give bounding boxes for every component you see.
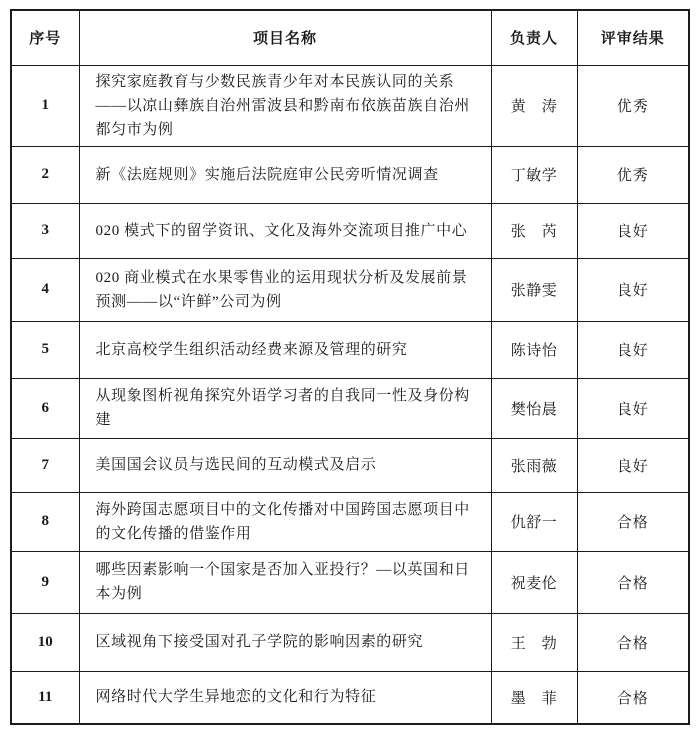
cell-leader: 祝麦伦 [491,551,577,613]
cell-no: 8 [11,492,79,551]
table-row [11,258,689,321]
cell-review-result: 优秀 [577,65,689,146]
cell-leader: 张雨薇 [491,438,577,492]
cell-project-title: 020 商业模式在水果零售业的运用现状分析及发展前景预测——以“许鲜”公司为例 [79,258,491,321]
table-row [11,65,689,146]
cell-leader: 仇舒一 [491,492,577,551]
cell-leader: 黄 涛 [491,65,577,146]
cell-project-title: 区域视角下接受国对孔子学院的影响因素的研究 [79,613,491,671]
cell-project-title: 美国国会议员与选民间的互动模式及启示 [79,438,491,492]
table-row [11,203,689,258]
header-no: 序号 [11,10,79,65]
table-row [11,146,689,203]
cell-review-result: 合格 [577,492,689,551]
cell-review-result: 良好 [577,258,689,321]
table-row [11,551,689,613]
cell-no: 6 [11,378,79,438]
cell-leader: 樊怡晨 [491,378,577,438]
header-row [11,10,689,65]
cell-no: 10 [11,613,79,671]
cell-project-title: 海外跨国志愿项目中的文化传播对中国跨国志愿项目中的文化传播的借鉴作用 [79,492,491,551]
cell-project-title: 网络时代大学生异地恋的文化和行为特征 [79,671,491,724]
cell-no: 2 [11,146,79,203]
cell-no: 11 [11,671,79,724]
cell-project-title: 探究家庭教育与少数民族青少年对本民族认同的关系——以凉山彝族自治州雷波县和黔南布依族苗族自治州都匀市为例 [79,65,491,146]
cell-no: 1 [11,65,79,146]
table-row [11,378,689,438]
cell-project-title: 020 模式下的留学资讯、文化及海外交流项目推广中心 [79,203,491,258]
table-body [11,65,689,724]
table-row [11,492,689,551]
cell-review-result: 良好 [577,438,689,492]
header-leader: 负责人 [491,10,577,65]
table-row [11,671,689,724]
project-review-table [10,9,690,725]
cell-no: 7 [11,438,79,492]
cell-leader: 丁敏学 [491,146,577,203]
cell-review-result: 良好 [577,378,689,438]
cell-leader: 王 勃 [491,613,577,671]
header-review-result: 评审结果 [577,10,689,65]
table-row [11,613,689,671]
cell-leader: 墨 菲 [491,671,577,724]
header-project-name: 项目名称 [79,10,491,65]
cell-leader: 陈诗怡 [491,321,577,378]
cell-review-result: 合格 [577,671,689,724]
cell-review-result: 合格 [577,551,689,613]
cell-no: 3 [11,203,79,258]
cell-project-title: 新《法庭规则》实施后法院庭审公民旁听情况调查 [79,146,491,203]
cell-no: 4 [11,258,79,321]
cell-review-result: 良好 [577,203,689,258]
cell-project-title: 从现象图析视角探究外语学习者的自我同一性及身份构建 [79,378,491,438]
cell-review-result: 合格 [577,613,689,671]
cell-project-title: 哪些因素影响一个国家是否加入亚投行？—以英国和日本为例 [79,551,491,613]
table-row [11,438,689,492]
cell-review-result: 优秀 [577,146,689,203]
cell-no: 5 [11,321,79,378]
cell-review-result: 良好 [577,321,689,378]
cell-no: 9 [11,551,79,613]
cell-project-title: 北京高校学生组织活动经费来源及管理的研究 [79,321,491,378]
cell-leader: 张 芮 [491,203,577,258]
cell-leader: 张静雯 [491,258,577,321]
table-row [11,321,689,378]
